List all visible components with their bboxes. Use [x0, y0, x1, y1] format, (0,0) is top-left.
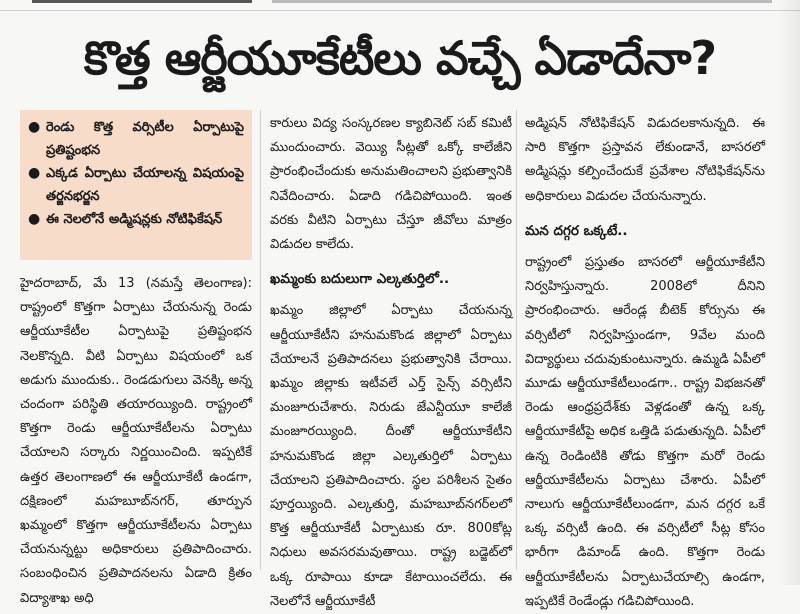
page-edge-shadow	[778, 0, 800, 585]
highlight-item	[28, 116, 244, 162]
body-paragraph: రాష్ట్రంలో ప్రస్తుతం బాసరలో ఆర్జీయూకేటీని నిర్వహిస్తున్నారు. 2008లో దీనిని ప్రారంభించారు. ఆరేండ్ల బీటెక్ కోర్సును ఈ వర్సిటీలో నిర్వహిస్తుండగా, 9వేల మంది విద్యార్థులు చదువుకుంటున్నారు. ఉమ్మడి ఏపీలో మూడు ఆర్జీయూకేటీలుండగా.. రాష్ట్ర విభజనతో రెండు ఆంధ్రప్రదేశ్‌కు వెళ్లడంతో ఉన్న ఒక్క ఆర్జీయూకేటీపై అధిక ఒత్తిడి పడుతున్నది. ఏపీలో ఉన్న రెండింటికి తోడు కొత్తగా మరో రెండు ఆర్జీయూకేటీలను ఏర్పాటు చేశారు. ఏపీలో నాలుగు ఆర్జీయూకేటీలుండగా, మన దగ్గర ఒకే ఒక్క వర్సిటీ ఉంది. ఈ వర్సిటీలో సీట్ల కోసం భారీగా డిమాండ్ ఉంది. కొత్తగా రెండు ఆర్జీయూకేటీలను ఏర్పాటుచేయాల్సి ఉండగా, ఇప్పటికే రెండేండ్లు గడిచిపోయింది.	[525, 255, 765, 609]
highlight-item	[28, 162, 244, 208]
column-divider	[516, 110, 517, 570]
bullet-icon: ●	[28, 211, 41, 227]
bullet-icon: ●	[28, 165, 41, 181]
subheading: ఖమ్మంకు బదులుగా ఎల్కతుర్తిలో..	[270, 271, 450, 288]
body-paragraph: ఖమ్మం జిల్లాలో ఏర్పాటు చేయనున్న ఆర్జీయూకేటీని హనుమకొండ జిల్లాలో ఏర్పాటు చేయాలనే ప్రతిపాదనలు ప్రభుత్వానికి చేరాయి. ఖమ్మం జిల్లాకు ఇటీవలే ఎర్త్ సైన్స్ వర్సిటీని మంజూరుచేశారు. నిరుడు జేఎన్టీయూ కాలేజీ మంజూరయ్యింది. దీంతో ఆర్జీయూకేటీని హనుమకొండ జిల్లా ఎల్కతుర్తిలో ఏర్పాటు చేయాలని ప్రతిపాదించారు. స్థల పరిశీలన సైతం పూర్తయ్యింది. ఎల్కతుర్తి, మహబూబ్‌నగర్‌లలో కొత్త ఆర్జీయూకేటీ ఏర్పాటుకు రూ. 800కోట్ల నిధులు అవసరమవుతాయి. రాష్ట్ర బడ్జెట్‌లో ఒక్క రూపాయి కూడా కేటాయించలేదు. ఈ నెలలోనే ఆర్జీయూకేటీ	[270, 303, 512, 609]
highlight-text: ఈ నెలలోనే అడ్మిషన్లకు నోటిఫికేషన్	[46, 212, 223, 227]
highlight-box	[20, 110, 252, 260]
column-divider	[260, 110, 261, 570]
subheading: మన దగ్గర ఒక్కటే..	[525, 222, 628, 239]
bullet-icon: ●	[28, 119, 41, 135]
column-1	[20, 110, 252, 611]
column-2	[270, 112, 512, 614]
headline: కొత్త ఆర్జీయూకేటీలు వచ్చే ఏడాదేనా?	[83, 31, 717, 85]
highlight-text: రెండు కొత్త వర్సిటీల ఏర్పాటుపై ప్రతిష్టంభన	[46, 120, 244, 158]
top-rule-dark	[32, 0, 252, 3]
body-paragraph: అడ్మిషన్ నోటిఫికేషన్ విడుదలకానున్నది. ఈ సారి కొత్తగా ప్రస్తావన లేకుండానే, బాసరలో అడ్మిషన్లు కల్పించేందుకే ప్రవేశాల నోటిఫికేషన్‌ను అధికారులు విడుదల చేయనున్నారు.	[525, 116, 765, 204]
top-rule-light	[272, 0, 772, 3]
body-paragraph: కారులు విద్య సంస్కరణల క్యాబినెట్ సబ్ కమిటీ ముందుంచారు. వెయ్యి సీట్లతో ఒక్కో కాలేజీని ప్రారంభించేందుకు అనుమతించాలని ప్రభుత్వానికి నివేదించారు. ఏడాది గడిచిపోయింది. ఇంత వరకు వీటిని ఏర్పాటు చేస్తూ జీవోలు మాత్రం విడుదల కాలేదు.	[270, 116, 512, 253]
highlight-item	[28, 208, 244, 231]
column-3	[525, 112, 765, 614]
body-paragraph: హైదరాబాద్, మే 13 (నమస్తే తెలంగాణ): రాష్ట్రంలో కొత్తగా ఏర్పాటు చేయనున్న రెండు ఆర్జీయూకేటీల ఏర్పాటుపై ప్రతిష్టంభన నెలకొన్నది. వీటి ఏర్పాటు విషయంలో ఒక అడుగు ముందుకు.. రెండడుగులు వెనక్కి అన్న చందంగా పరిస్థితి తయారయ్యింది. రాష్ట్రంలో కొత్తగా రెండు ఆర్జీయూకేటీలను ఏర్పాటు చేయాలని సర్కారు నిర్ణయించింది. ఇప్పటికే ఉత్తర తెలంగాణలో ఈ ఆర్జీయూకేటీ ఉండగా, దక్షిణంలో మహబూబ్‌నగర్, తూర్పున ఖమ్మంలో కొత్తగా ఆర్జీయూకేటీలను ఏర్పాటు చేయనున్నట్టు అధికారులు ప్రతిపాదించారు. సంబంధించిన ప్రతిపాదనలను ఏడాది క్రితం విద్యాశాఖ అధి	[20, 276, 252, 606]
top-rule	[0, 0, 800, 11]
highlight-text: ఎక్కడ ఏర్పాటు చేయాలన్న విషయంపై తర్జనభర్జన	[46, 166, 244, 204]
